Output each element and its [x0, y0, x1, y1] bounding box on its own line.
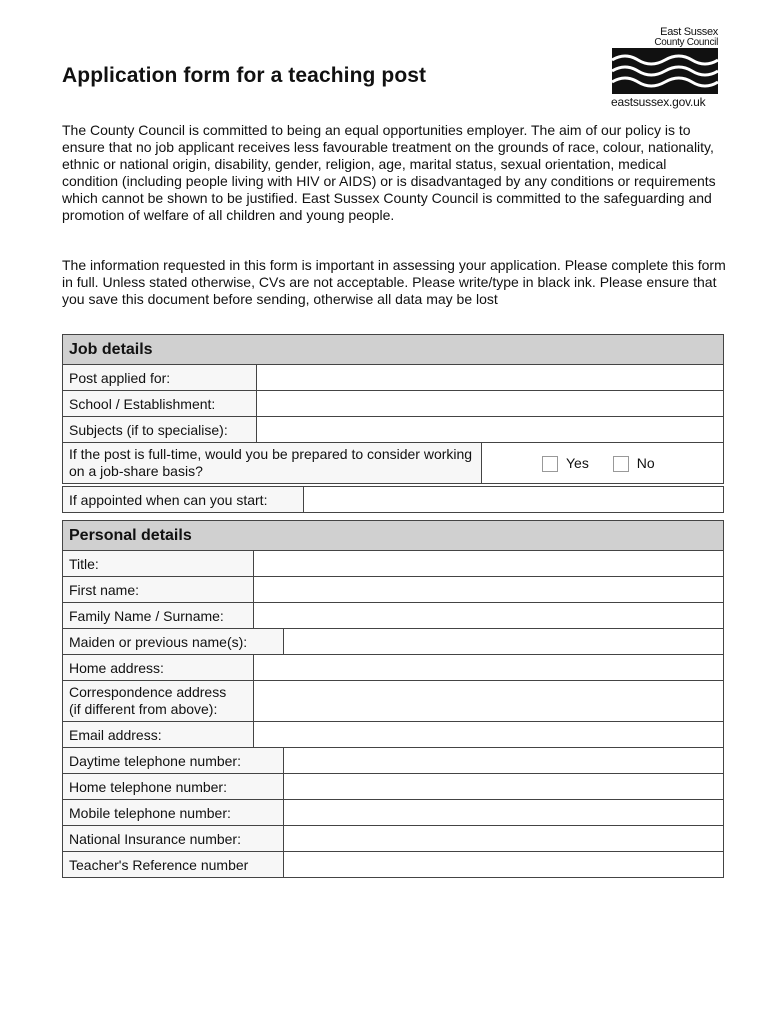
school-field[interactable] — [257, 391, 724, 417]
teacher-reference-label: Teacher's Reference number — [63, 852, 284, 878]
correspondence-address-line1: Correspondence address — [69, 684, 227, 700]
start-date-table — [62, 486, 724, 513]
correspondence-address-line2: (if different from above): — [69, 701, 218, 717]
post-applied-field[interactable] — [257, 365, 724, 391]
logo-url: eastsussex.gov.uk — [611, 95, 706, 109]
job-share-yes-option[interactable] — [542, 455, 589, 472]
surname-label: Family Name / Surname: — [63, 603, 254, 629]
mobile-telephone-field[interactable] — [284, 800, 724, 826]
title-label: Title: — [63, 551, 254, 577]
national-insurance-field[interactable] — [284, 826, 724, 852]
start-date-field[interactable] — [304, 487, 724, 513]
page-title: Application form for a teaching post — [62, 64, 427, 87]
daytime-telephone-label: Daytime telephone number: — [63, 748, 284, 774]
title-field[interactable] — [254, 551, 724, 577]
home-address-field[interactable] — [254, 655, 724, 681]
job-details-heading: Job details — [63, 335, 724, 365]
daytime-telephone-field[interactable] — [284, 748, 724, 774]
subjects-label: Subjects (if to specialise): — [63, 417, 257, 443]
post-applied-label: Post applied for: — [63, 365, 257, 391]
logo-brand-line2: County Council — [654, 37, 718, 48]
east-sussex-logo — [608, 24, 720, 114]
email-label: Email address: — [63, 722, 254, 748]
national-insurance-label: National Insurance number: — [63, 826, 284, 852]
intro-paragraph-instructions: The information requested in this form is important in assessing your application. Please complete this form in full. Unless stated otherwise, CVs are not acceptable. Please write/type in black ink. Please ensure that you save this document before sending, otherwise all data may be lost — [62, 257, 726, 307]
correspondence-address-label — [63, 681, 254, 722]
mobile-telephone-label: Mobile telephone number: — [63, 800, 284, 826]
home-telephone-label: Home telephone number: — [63, 774, 284, 800]
job-share-options — [482, 443, 724, 484]
personal-details-table — [62, 520, 724, 878]
maiden-name-label: Maiden or previous name(s): — [63, 629, 284, 655]
job-share-label: If the post is full-time, would you be prepared to consider working on a job-share basis? — [63, 443, 482, 484]
job-share-no-option[interactable] — [613, 455, 655, 472]
no-label: No — [636, 454, 655, 471]
start-date-label: If appointed when can you start: — [63, 487, 304, 513]
yes-label: Yes — [566, 454, 589, 471]
intro-paragraph-equal-opportunities: The County Council is committed to being an equal opportunities employer. The aim of our policy is to ensure that no job applicant receives less favourable treatment on the grounds of race, colour, nationality, ethnic or national origin, disability, gender, religion, age, marital status, sexual orientation, medical condition (including people living with HIV or AIDS) or is disadvantaged by any conditions or requirements which cannot be shown to be justified. East Sussex County Council is committed to the safeguarding and promotion of welfare of all children and young people. — [62, 122, 716, 223]
email-field[interactable] — [254, 722, 724, 748]
first-name-label: First name: — [63, 577, 254, 603]
correspondence-address-field[interactable] — [254, 681, 724, 722]
no-checkbox[interactable] — [613, 456, 629, 472]
home-address-label: Home address: — [63, 655, 254, 681]
home-telephone-field[interactable] — [284, 774, 724, 800]
teacher-reference-field[interactable] — [284, 852, 724, 878]
job-details-table — [62, 334, 724, 484]
maiden-name-field[interactable] — [284, 629, 724, 655]
school-label: School / Establishment: — [63, 391, 257, 417]
first-name-field[interactable] — [254, 577, 724, 603]
subjects-field[interactable] — [257, 417, 724, 443]
yes-checkbox[interactable] — [542, 456, 558, 472]
personal-details-heading: Personal details — [63, 521, 724, 551]
logo-brand-line1: East Sussex — [660, 26, 718, 38]
surname-field[interactable] — [254, 603, 724, 629]
waves-icon — [612, 48, 718, 94]
